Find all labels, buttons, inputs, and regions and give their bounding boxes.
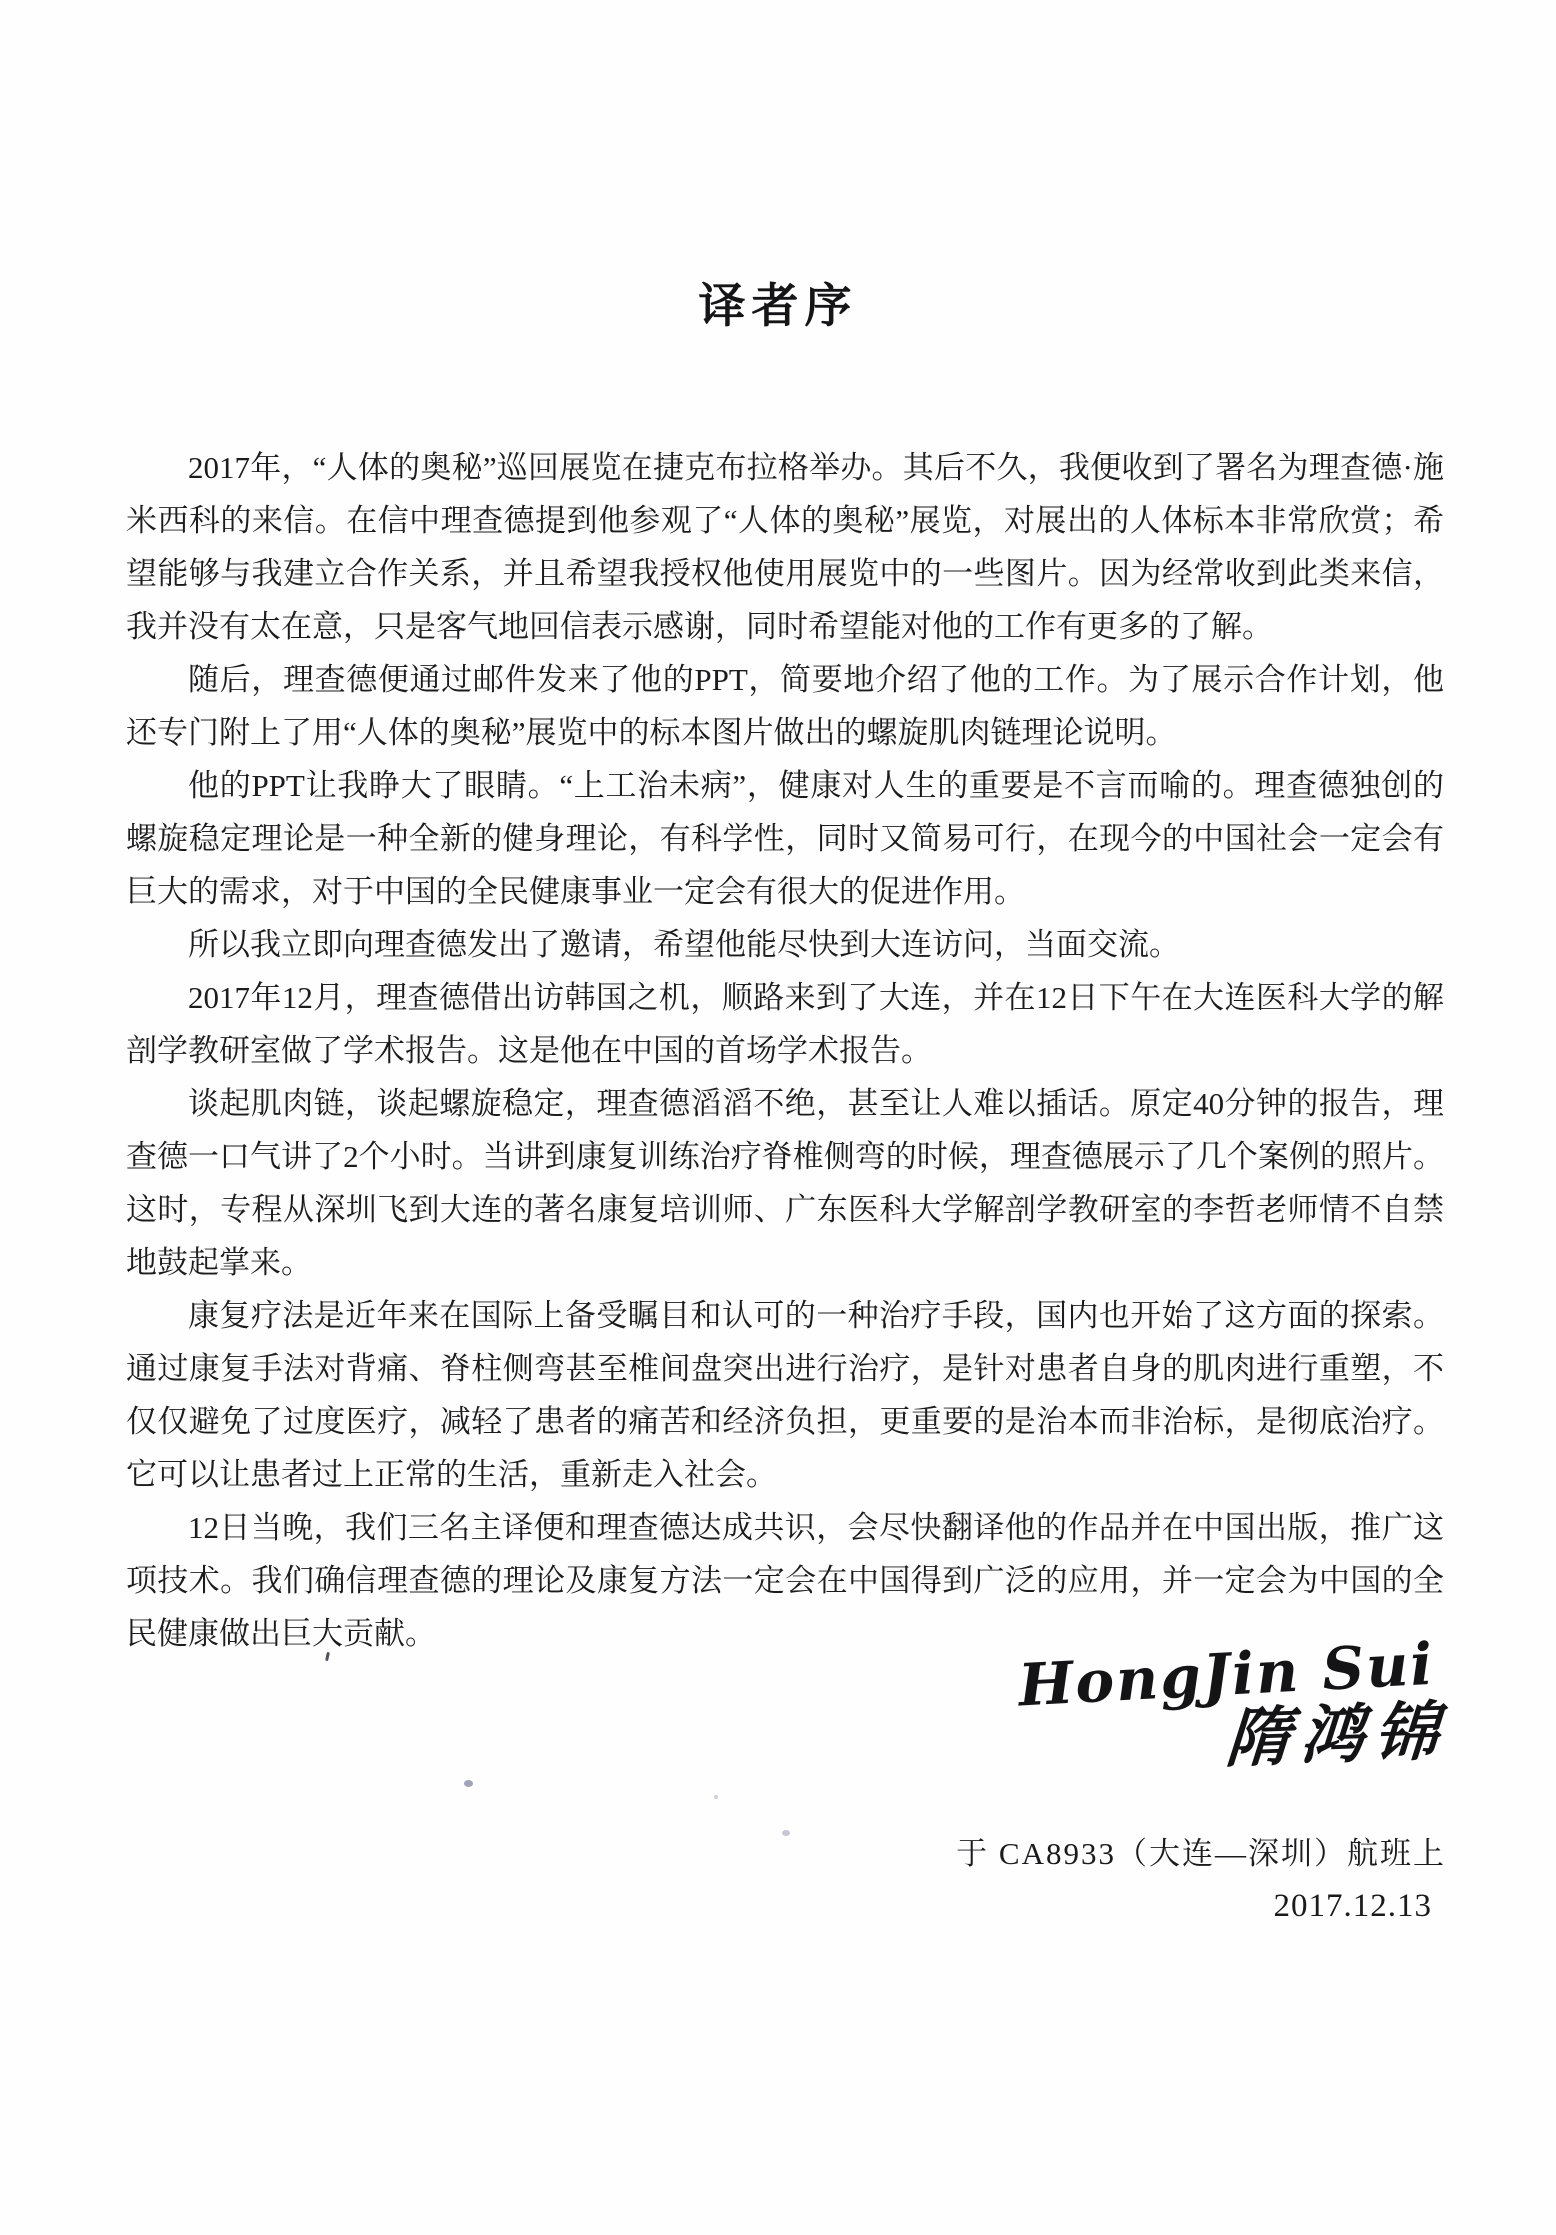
colophon-date-line: 2017.12.13 <box>1273 1888 1432 1924</box>
preface-paragraph: 2017年，“人体的奥秘”巡回展览在捷克布拉格举办。其后不久，我便收到了署名为理查德·施米西科的来信。在信中理查德提到他参观了“人体的奥秘”展览，对展出的人体标本非常欣赏；希望能够与我建立合作关系，并且希望我授权他使用展览中的一些图片。因为经常收到此类来信，我并没有太在意，只是客气地回信表示感谢，同时希望能对他的工作有更多的了解。 <box>126 450 1444 644</box>
preface-body <box>126 441 1444 1660</box>
preface-paragraph: 所以我立即向理查德发出了邀请，希望他能尽快到大连访问，当面交流。 <box>188 927 1180 962</box>
preface-paragraph: 谈起肌肉链，谈起螺旋稳定，理查德滔滔不绝，甚至让人难以插话。原定40分钟的报告，理查德一口气讲了2个小时。当讲到康复训练治疗脊椎侧弯的时候，理查德展示了几个案例的照片。这时，专程从深圳飞到大连的著名康复培训师、广东医科大学解剖学教研室的李哲老师情不自禁地鼓起掌来。 <box>126 1086 1444 1280</box>
preface-paragraph: 2017年12月，理查德借出访韩国之机，顺路来到了大连，并在12日下午在大连医科大学的解剖学教研室做了学术报告。这是他在中国的首场学术报告。 <box>126 980 1444 1068</box>
preface-paragraph: 康复疗法是近年来在国际上备受瞩目和认可的一种治疗手段，国内也开始了这方面的探索。通过康复手法对背痛、脊柱侧弯甚至椎间盘突出进行治疗，是针对患者自身的肌肉进行重塑，不仅仅避免了过度医疗，减轻了患者的痛苦和经济负担，更重要的是治本而非治标，是彻底治疗。它可以让患者过上正常的生活，重新走入社会。 <box>126 1298 1444 1492</box>
signature-chinese: 隋鸿锦 <box>1223 1695 1451 1775</box>
preface-paragraph: 12日当晚，我们三名主译便和理查德达成共识，会尽快翻译他的作品并在中国出版，推广这项技术。我们确信理查德的理论及康复方法一定会在中国得到广泛的应用，并一定会为中国的全民健康做出巨大贡献。 <box>126 1510 1444 1651</box>
preface-paragraph: 他的PPT让我睁大了眼睛。“上工治未病”，健康对人生的重要是不言而喻的。理查德独创的螺旋稳定理论是一种全新的健身理论，有科学性，同时又简易可行，在现今的中国社会一定会有巨大的需求，对于中国的全民健康事业一定会有很大的促进作用。 <box>126 768 1444 909</box>
page-title: 译者序 <box>698 279 858 333</box>
scan-speck <box>782 1830 790 1836</box>
scan-speck <box>714 1795 718 1799</box>
handwritten-signature <box>1016 1629 1451 1775</box>
scan-speck <box>464 1780 473 1787</box>
signature-latin: HongJin Sui <box>1016 1629 1436 1720</box>
colophon-place-line: 于 CA8933（大连—深圳）航班上 <box>956 1836 1446 1871</box>
preface-paragraph: 随后，理查德便通过邮件发来了他的PPT，简要地介绍了他的工作。为了展示合作计划，他还专门附上了用“人体的奥秘”展览中的标本图片做出的螺旋肌肉链理论说明。 <box>126 662 1444 750</box>
